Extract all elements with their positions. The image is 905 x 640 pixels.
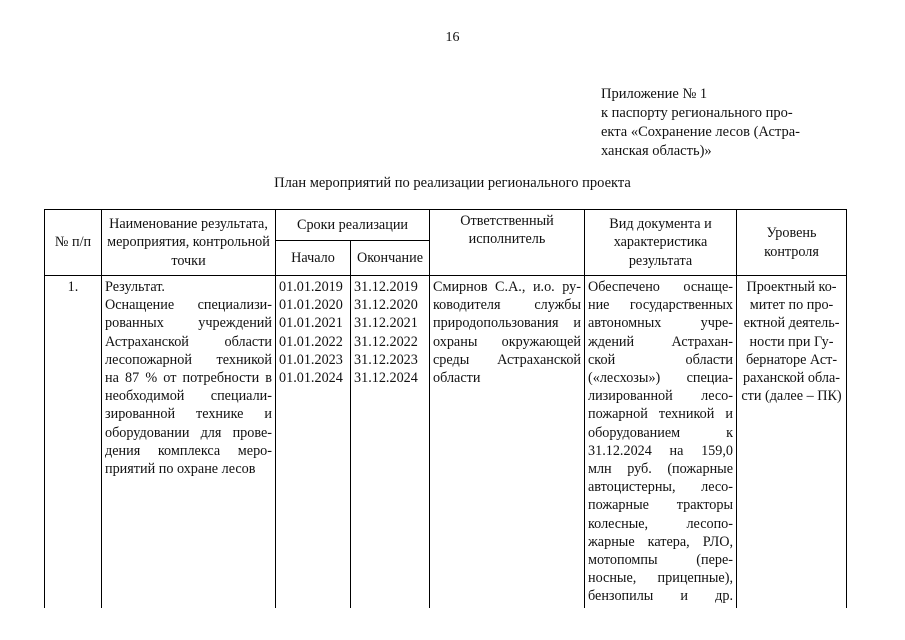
document-line: пожарные тракторы <box>588 497 733 514</box>
header-end: Окончание <box>351 241 430 276</box>
header-start: Начало <box>276 241 351 276</box>
control-line: бернаторе Аст- <box>745 351 838 368</box>
row-name <box>102 276 276 608</box>
control-line: сти (далее – ПК) <box>741 388 842 405</box>
header-num: № п/п <box>45 210 102 276</box>
document-line: лизированной лесо- <box>588 388 733 405</box>
name-line: Астраханской области <box>105 333 272 350</box>
document-line: колесные, лесопо- <box>588 515 733 532</box>
table-row <box>45 276 847 608</box>
document-line: ждений Астрахан- <box>588 333 733 350</box>
row-end-dates <box>351 276 430 608</box>
name-line: зированной технике и <box>105 406 272 423</box>
document-line: оборудованием к <box>588 424 733 441</box>
name-line: лесопожарной техникой <box>105 351 272 368</box>
page-number: 16 <box>445 30 460 45</box>
document-line: ской области <box>588 351 733 368</box>
row-control <box>737 276 847 608</box>
header-control: Уровень контроля <box>737 210 847 276</box>
responsible-line: среды Астраханской <box>433 351 581 368</box>
control-line: митет по про- <box>749 297 834 314</box>
document-line: бензопилы и др. <box>588 588 733 605</box>
document-line: 31.12.2024 на 159,0 <box>588 442 733 459</box>
document-line: пожарной техникой и <box>588 406 733 423</box>
start-date: 01.01.2024 <box>279 370 343 387</box>
responsible-line: Смирнов С.А., и.о. ру- <box>433 279 581 295</box>
end-date: 31.12.2021 <box>354 315 418 332</box>
start-date: 01.01.2022 <box>279 333 343 350</box>
appendix-line: ханская область)» <box>601 143 712 159</box>
end-date: 31.12.2020 <box>354 297 418 314</box>
document-line: ние государственных <box>588 297 733 314</box>
document-line: жарные катера, РЛО, <box>588 533 733 550</box>
document-line: («лесхозы») специа- <box>588 370 733 387</box>
end-date: 31.12.2019 <box>354 279 418 295</box>
header-document: Вид документа и характеристика результата <box>585 210 737 276</box>
end-date: 31.12.2022 <box>354 333 418 350</box>
name-line: приятий по охране лесов <box>105 461 256 478</box>
appendix-line: к паспорту регионального про- <box>601 105 793 121</box>
header-row <box>45 210 847 241</box>
appendix-block <box>601 85 800 161</box>
name-line: необходимой специали- <box>105 388 272 405</box>
name-line: Результат. <box>105 279 165 295</box>
plan-title: План мероприятий по реализации регионального проекта <box>274 175 631 191</box>
end-date: 31.12.2023 <box>354 351 418 368</box>
row-start-dates <box>276 276 351 608</box>
responsible-line: ководителя службы <box>433 297 581 314</box>
appendix-line: Приложение № 1 <box>601 86 708 102</box>
responsible-line: охраны окружающей <box>433 333 581 350</box>
document-line: автономных учре- <box>588 315 733 332</box>
responsible-line: природопользования и <box>433 315 581 332</box>
control-line: ектной деятель- <box>743 315 840 332</box>
name-line: Оснащение специализи- <box>105 297 272 314</box>
control-line: ности при Гу- <box>749 333 834 350</box>
appendix-line: екта «Сохранение лесов (Астра- <box>601 124 800 140</box>
control-line: раханской обла- <box>743 370 840 387</box>
document-line: мотопомпы (пере- <box>588 552 733 569</box>
document-line: носные, прицепные), <box>588 570 733 587</box>
plan-table <box>44 209 847 608</box>
end-date: 31.12.2024 <box>354 370 418 387</box>
name-line: дения комплекса меро- <box>105 442 272 459</box>
name-line: оборудовании для прове- <box>105 424 272 441</box>
start-date: 01.01.2021 <box>279 315 343 332</box>
start-date: 01.01.2019 <box>279 279 343 295</box>
header-responsible: Ответственный исполнитель <box>430 210 585 276</box>
row-document <box>585 276 737 608</box>
name-line: на 87 % от потребности в <box>105 370 272 387</box>
responsible-line: области <box>433 370 481 387</box>
start-date: 01.01.2020 <box>279 297 343 314</box>
name-line: рованных учреждений <box>105 315 272 332</box>
document-line: Обеспечено оснаще- <box>588 279 733 295</box>
header-terms: Сроки реализации <box>276 210 430 241</box>
header-name: Наименование результата, мероприятия, контрольной точки <box>102 210 276 276</box>
row-responsible <box>430 276 585 608</box>
document-line: млн руб. (пожарные <box>588 461 733 478</box>
start-date: 01.01.2023 <box>279 351 343 368</box>
control-line: Проектный ко- <box>746 279 837 295</box>
row-num: 1. <box>45 276 102 608</box>
document-line: автоцистерны, лесо- <box>588 479 733 496</box>
